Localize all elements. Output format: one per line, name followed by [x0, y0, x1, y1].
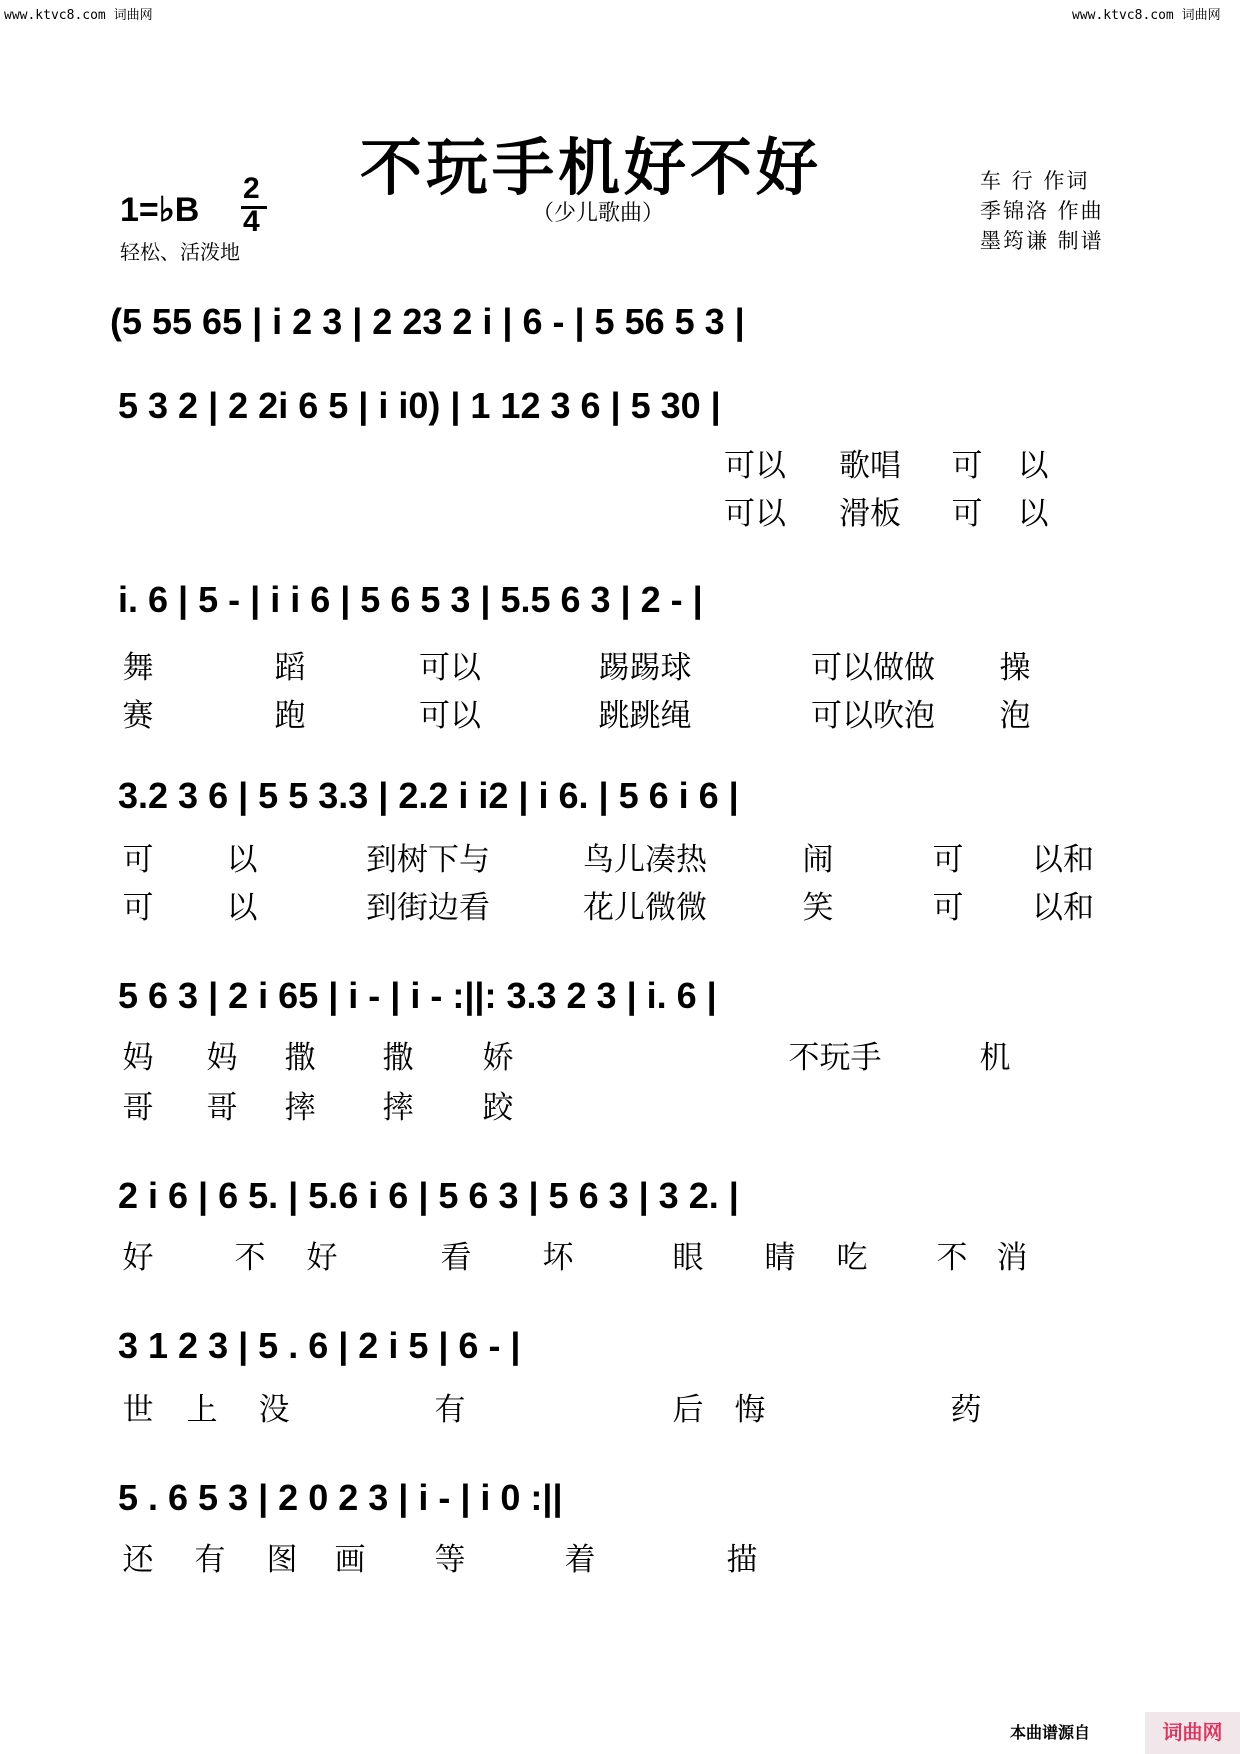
lyric: 到树下与 — [366, 842, 490, 878]
lyrics-5b — [0, 1082, 1240, 1126]
staff-3-notes — [0, 570, 1240, 630]
staff-line-8 — [0, 1468, 1240, 1528]
notation-text: 2 i 6 | 6 5. | 5.6 i 6 | 5 6 3 | 5 6 3 | 3 2. | — [118, 1175, 739, 1216]
lyric: 跤 — [482, 1090, 514, 1126]
song-subtitle: （少儿歌曲） — [532, 201, 665, 226]
lyric: 可以 — [724, 496, 786, 532]
time-denominator: 4 — [243, 205, 260, 238]
lyric: 描 — [726, 1542, 758, 1578]
staff-1-notes — [0, 292, 1240, 352]
credit-lyricist: 车 行 作词 — [980, 169, 1090, 193]
lyric: 摔 — [382, 1090, 414, 1126]
time-numerator: 2 — [243, 172, 260, 205]
lyric: 鸟儿凑热 — [583, 842, 707, 878]
lyric: 花儿微微 — [583, 890, 707, 926]
lyric: 歌唱 — [839, 448, 901, 484]
notation-text: (5 55 65 | i 2 3 | 2 23 2 i | 6 - | 5 56 5 3 | — [110, 301, 745, 342]
lyric: 以和 — [1032, 890, 1094, 926]
lyric: 可以 — [419, 698, 481, 734]
lyric: 好 — [306, 1240, 338, 1276]
lyric: 睛 — [764, 1240, 796, 1276]
lyric: 摔 — [284, 1090, 316, 1126]
lyric: 娇 — [482, 1040, 514, 1076]
lyric: 跳跳绳 — [598, 698, 692, 734]
lyric: 上 — [186, 1392, 218, 1428]
song-title: 不玩手机好不好 — [360, 131, 823, 204]
lyric: 好 — [122, 1240, 154, 1276]
staff-6-notes — [0, 1166, 1240, 1226]
notation-text: 5 . 6 5 3 | 2 0 2 3 | i - | i 0 :|| — [118, 1477, 563, 1518]
lyrics-3a — [0, 642, 1240, 686]
lyric: 机 — [979, 1040, 1011, 1076]
notation-text: 5 3 2 | 2 2i 6 5 | i i0) | 1 12 3 6 | 5 30 | — [118, 385, 721, 426]
lyric: 以和 — [1032, 842, 1094, 878]
staff-line-3 — [0, 570, 1240, 630]
lyric: 以 — [226, 890, 258, 926]
lyric: 哥 — [206, 1090, 238, 1126]
lyric: 蹈 — [274, 650, 306, 686]
staff-line-1 — [0, 292, 1240, 352]
lyric: 悔 — [734, 1392, 766, 1428]
lyrics-8 — [0, 1534, 1240, 1578]
lyric: 世 — [122, 1392, 154, 1428]
tempo-marking: 轻松、活泼地 — [120, 240, 240, 264]
lyric: 撒 — [284, 1040, 316, 1076]
lyrics-2a — [0, 440, 1240, 484]
lyric: 不 — [936, 1240, 968, 1276]
staff-7-notes — [0, 1316, 1240, 1376]
lyric: 药 — [950, 1392, 982, 1428]
lyrics-6 — [0, 1232, 1240, 1276]
staff-4-notes — [0, 766, 1240, 826]
staff-8-notes — [0, 1468, 1240, 1528]
lyric: 看 — [440, 1240, 472, 1276]
lyric: 消 — [996, 1240, 1028, 1276]
lyric: 可 — [951, 448, 983, 484]
lyric: 有 — [434, 1392, 466, 1428]
lyric: 还 — [122, 1542, 154, 1578]
lyric: 以 — [1017, 496, 1049, 532]
lyric: 可 — [932, 890, 964, 926]
staff-line-5 — [0, 966, 1240, 1026]
lyric: 吃 — [836, 1240, 868, 1276]
lyrics-7 — [0, 1384, 1240, 1428]
lyric: 踢踢球 — [598, 650, 692, 686]
lyric: 着 — [564, 1542, 596, 1578]
staff-line-4 — [0, 766, 1240, 826]
lyric: 可以 — [419, 650, 481, 686]
notation-text: 3 1 2 3 | 5 . 6 | 2 i 5 | 6 - | — [118, 1325, 521, 1366]
lyric: 闹 — [802, 842, 834, 878]
lyric: 妈 — [206, 1040, 238, 1076]
notation-text: 3.2 3 6 | 5 5 3.3 | 2.2 i i2 | i 6. | 5 6 i 6 | — [118, 775, 739, 816]
credit-composer: 季锦洛 作曲 — [980, 199, 1104, 223]
credits — [980, 166, 1104, 256]
lyric: 坏 — [542, 1240, 574, 1276]
lyric: 妈 — [122, 1040, 154, 1076]
lyric: 滑板 — [839, 496, 901, 532]
lyric: 操 — [999, 650, 1031, 686]
lyric: 有 — [194, 1542, 226, 1578]
lyric: 赛 — [122, 698, 154, 734]
staff-line-6 — [0, 1166, 1240, 1226]
staff-2-notes — [0, 376, 1240, 436]
lyric: 可 — [122, 842, 154, 878]
lyric: 眼 — [672, 1240, 704, 1276]
key-signature: 1=♭B — [120, 191, 200, 229]
lyric: 舞 — [122, 650, 154, 686]
staff-line-7 — [0, 1316, 1240, 1376]
lyric: 撒 — [382, 1040, 414, 1076]
header-left: www.ktvc8.com 词曲网 — [4, 8, 153, 23]
lyric: 没 — [258, 1392, 290, 1428]
lyric: 以 — [1017, 448, 1049, 484]
lyric: 可 — [122, 890, 154, 926]
lyric: 跑 — [274, 698, 306, 734]
staff-5-notes — [0, 966, 1240, 1026]
lyric: 可以做做 — [811, 650, 935, 686]
lyric: 等 — [434, 1542, 466, 1578]
lyrics-2b — [0, 488, 1240, 532]
lyric: 到街边看 — [366, 890, 490, 926]
lyric: 可 — [932, 842, 964, 878]
notation-text: i. 6 | 5 - | i i 6 | 5 6 5 3 | 5.5 6 3 | 2 - | — [118, 579, 703, 620]
lyric: 不 — [234, 1240, 266, 1276]
staff-line-2 — [0, 376, 1240, 436]
source-note: 本曲谱源自 — [1010, 1725, 1091, 1742]
lyrics-3b — [0, 690, 1240, 734]
brand-logo[interactable]: 词曲网 — [1145, 1712, 1240, 1754]
lyric: 以 — [226, 842, 258, 878]
lyrics-5a — [0, 1032, 1240, 1076]
lyric: 后 — [672, 1392, 704, 1428]
lyric: 画 — [334, 1542, 366, 1578]
credit-arranger: 墨筠谦 制谱 — [980, 229, 1104, 253]
lyric: 可以 — [724, 448, 786, 484]
lyric: 哥 — [122, 1090, 154, 1126]
notation-text: 5 6 3 | 2 i 65 | i - | i - :||: 3.3 2 3 | i. 6 | — [118, 975, 717, 1016]
lyric: 可 — [951, 496, 983, 532]
lyrics-4a — [0, 834, 1240, 878]
lyric: 笑 — [802, 890, 834, 926]
lyric: 泡 — [999, 698, 1031, 734]
lyric: 可以吹泡 — [811, 698, 935, 734]
lyric: 图 — [266, 1542, 298, 1578]
header-right: www.ktvc8.com 词曲网 — [1072, 8, 1221, 23]
lyric: 不玩手 — [788, 1040, 882, 1076]
lyrics-4b — [0, 882, 1240, 926]
